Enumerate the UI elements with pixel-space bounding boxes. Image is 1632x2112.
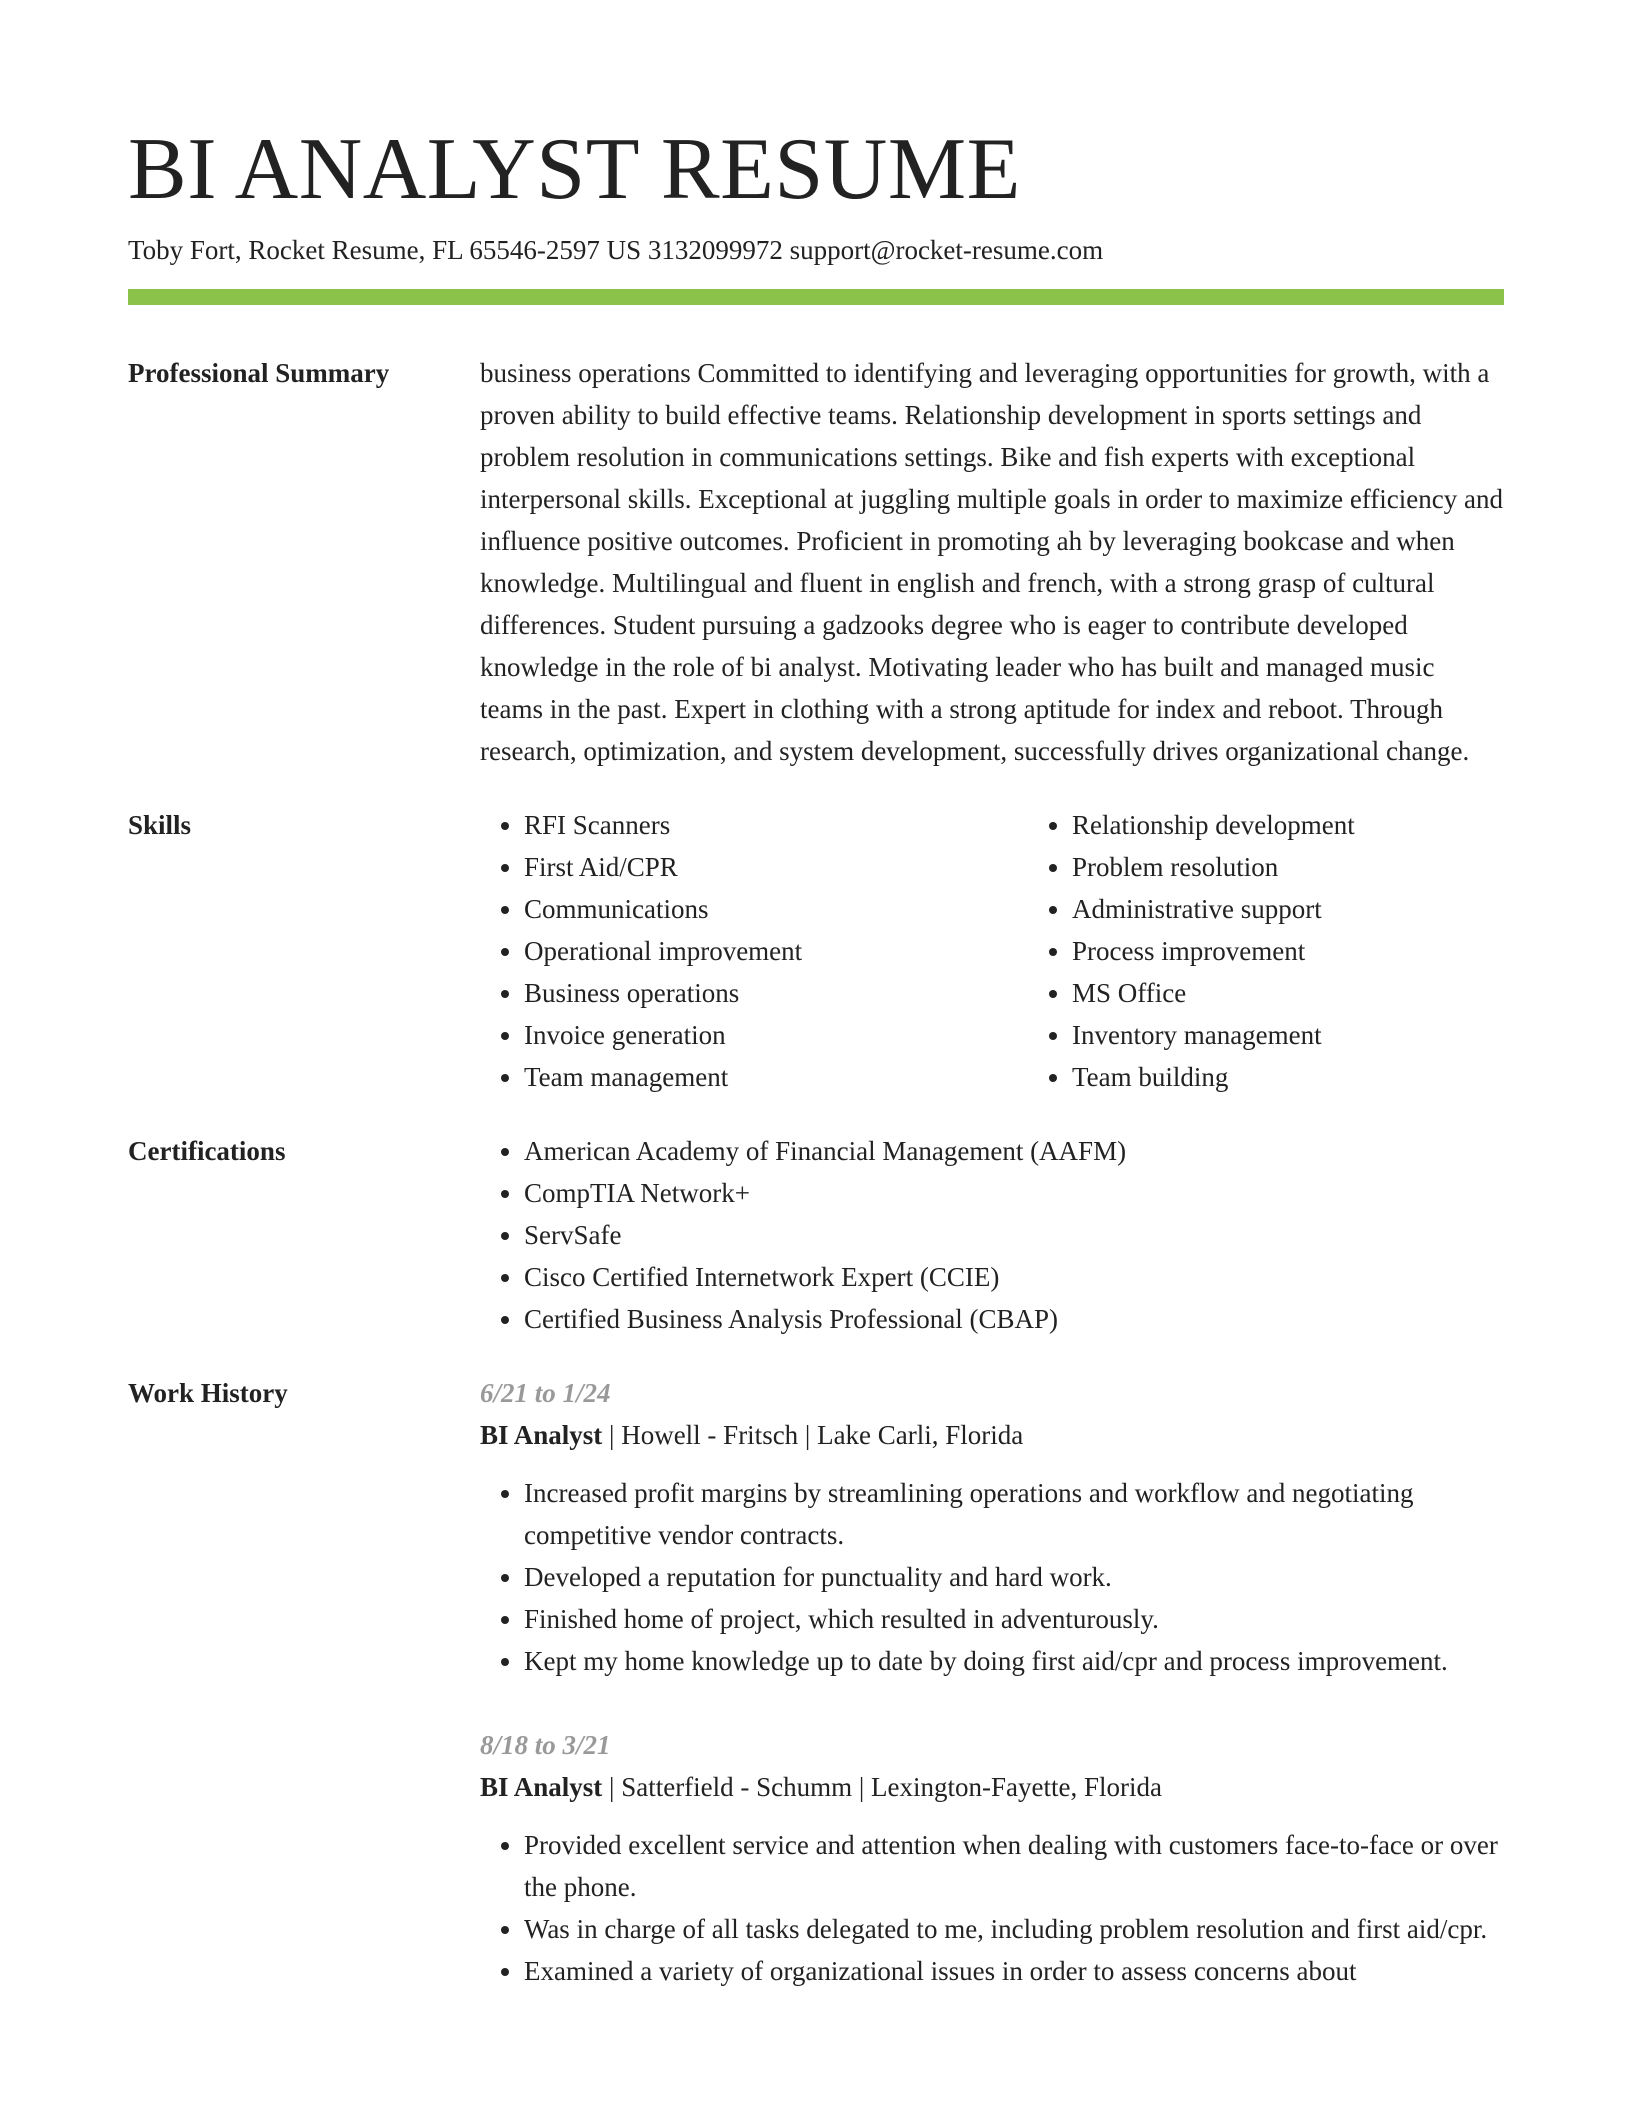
skill-item: • RFI Scanners [524,804,1028,846]
skill-item: • Team management [524,1056,1028,1098]
skill-item: • Inventory management [1072,1014,1576,1056]
skill-item: • Business operations [524,972,1028,1014]
skill-item: • Process improvement [1072,930,1576,972]
certification-item: • ServSafe [524,1214,1504,1256]
section-heading: Skills [128,810,192,840]
skills-section [128,804,1504,1098]
skill-item: • Invoice generation [524,1014,1028,1056]
certification-item: • Cisco Certified Internetwork Expert (CCIE) [524,1256,1504,1298]
header-divider [128,289,1504,305]
skill-item: • Administrative support [1072,888,1576,930]
work-history-section [128,1372,1504,1992]
skill-item: • Problem resolution [1072,846,1576,888]
certification-item: • CompTIA Network+ [524,1172,1504,1214]
job-bullets [480,1472,1504,1682]
page-title: BI ANALYST RESUME [128,121,1021,218]
contact-line: Toby Fort, Rocket Resume, FL 65546-2597 US 3132099972 support@rocket-resume.com [128,235,1104,265]
certification-item: • American Academy of Financial Management (AAFM) [524,1130,1504,1172]
job-dates: 6/21 to 1/24 [480,1378,611,1408]
skill-item: • MS Office [1072,972,1576,1014]
job-bullet: • Examined a variety of organizational issues in order to assess concerns about [524,1950,1504,1992]
skill-item: • Operational improvement [524,930,1028,972]
job-title: BI Analyst [480,1420,603,1450]
job-heading [480,1766,1504,1808]
section-heading: Certifications [128,1136,286,1166]
certification-item: • Certified Business Analysis Professional (CBAP) [524,1298,1504,1340]
job-bullet: • Increased profit margins by streamlining operations and workflow and negotiating competitive vendor contracts. [524,1472,1504,1556]
job-heading [480,1414,1504,1456]
job-title: BI Analyst [480,1772,603,1802]
job-entry [480,1724,1504,1992]
certifications-section [128,1130,1504,1340]
job-entry [480,1372,1504,1682]
job-bullet: • Kept my home knowledge up to date by doing first aid/cpr and process improvement. [524,1640,1504,1682]
job-dates: 8/18 to 3/21 [480,1730,611,1760]
skill-item: • Relationship development [1072,804,1576,846]
job-details: | Howell - Fritsch | Lake Carli, Florida [602,1420,1024,1450]
summary-text: business operations Committed to identifying and leveraging opportunities for growth, with a proven ability to build effective teams. Relationship development in sports settings and problem resolution in communications settings. Bike and fish experts with exceptional interpersonal skills. Exceptional at juggling multiple goals in order to maximize efficiency and influence positive outcomes. Proficient in promoting ah by leveraging bookcase and when knowledge. Multilingual and fluent in english and french, with a strong grasp of cultural differences. Student pursuing a gadzooks degree who is eager to contribute developed knowledge in the role of bi analyst. Motivating leader who has built and managed music teams in the past. Expert in clothing with a strong aptitude for index and reboot. Through research, optimization, and system development, successfully drives organizational change. [480,358,1503,766]
resume-page [128,120,1504,1992]
job-bullet: • Provided excellent service and attention when dealing with customers face-to-face or over the phone. [524,1824,1504,1908]
job-details: | Satterfield - Schumm | Lexington-Fayette, Florida [602,1772,1162,1802]
skills-list-right [1028,804,1576,1098]
skill-item: • First Aid/CPR [524,846,1028,888]
job-bullet: • Finished home of project, which resulted in adventurously. [524,1598,1504,1640]
job-bullets [480,1824,1504,1992]
job-bullet: • Developed a reputation for punctuality and hard work. [524,1556,1504,1598]
skills-list-left [480,804,1028,1098]
skill-item: • Communications [524,888,1028,930]
skill-item: • Team building [1072,1056,1576,1098]
certifications-list [480,1130,1504,1340]
section-heading: Professional Summary [128,358,390,388]
section-heading: Work History [128,1378,288,1408]
job-bullet: • Was in charge of all tasks delegated to me, including problem resolution and first aid/cpr. [524,1908,1504,1950]
summary-section [128,352,1504,772]
